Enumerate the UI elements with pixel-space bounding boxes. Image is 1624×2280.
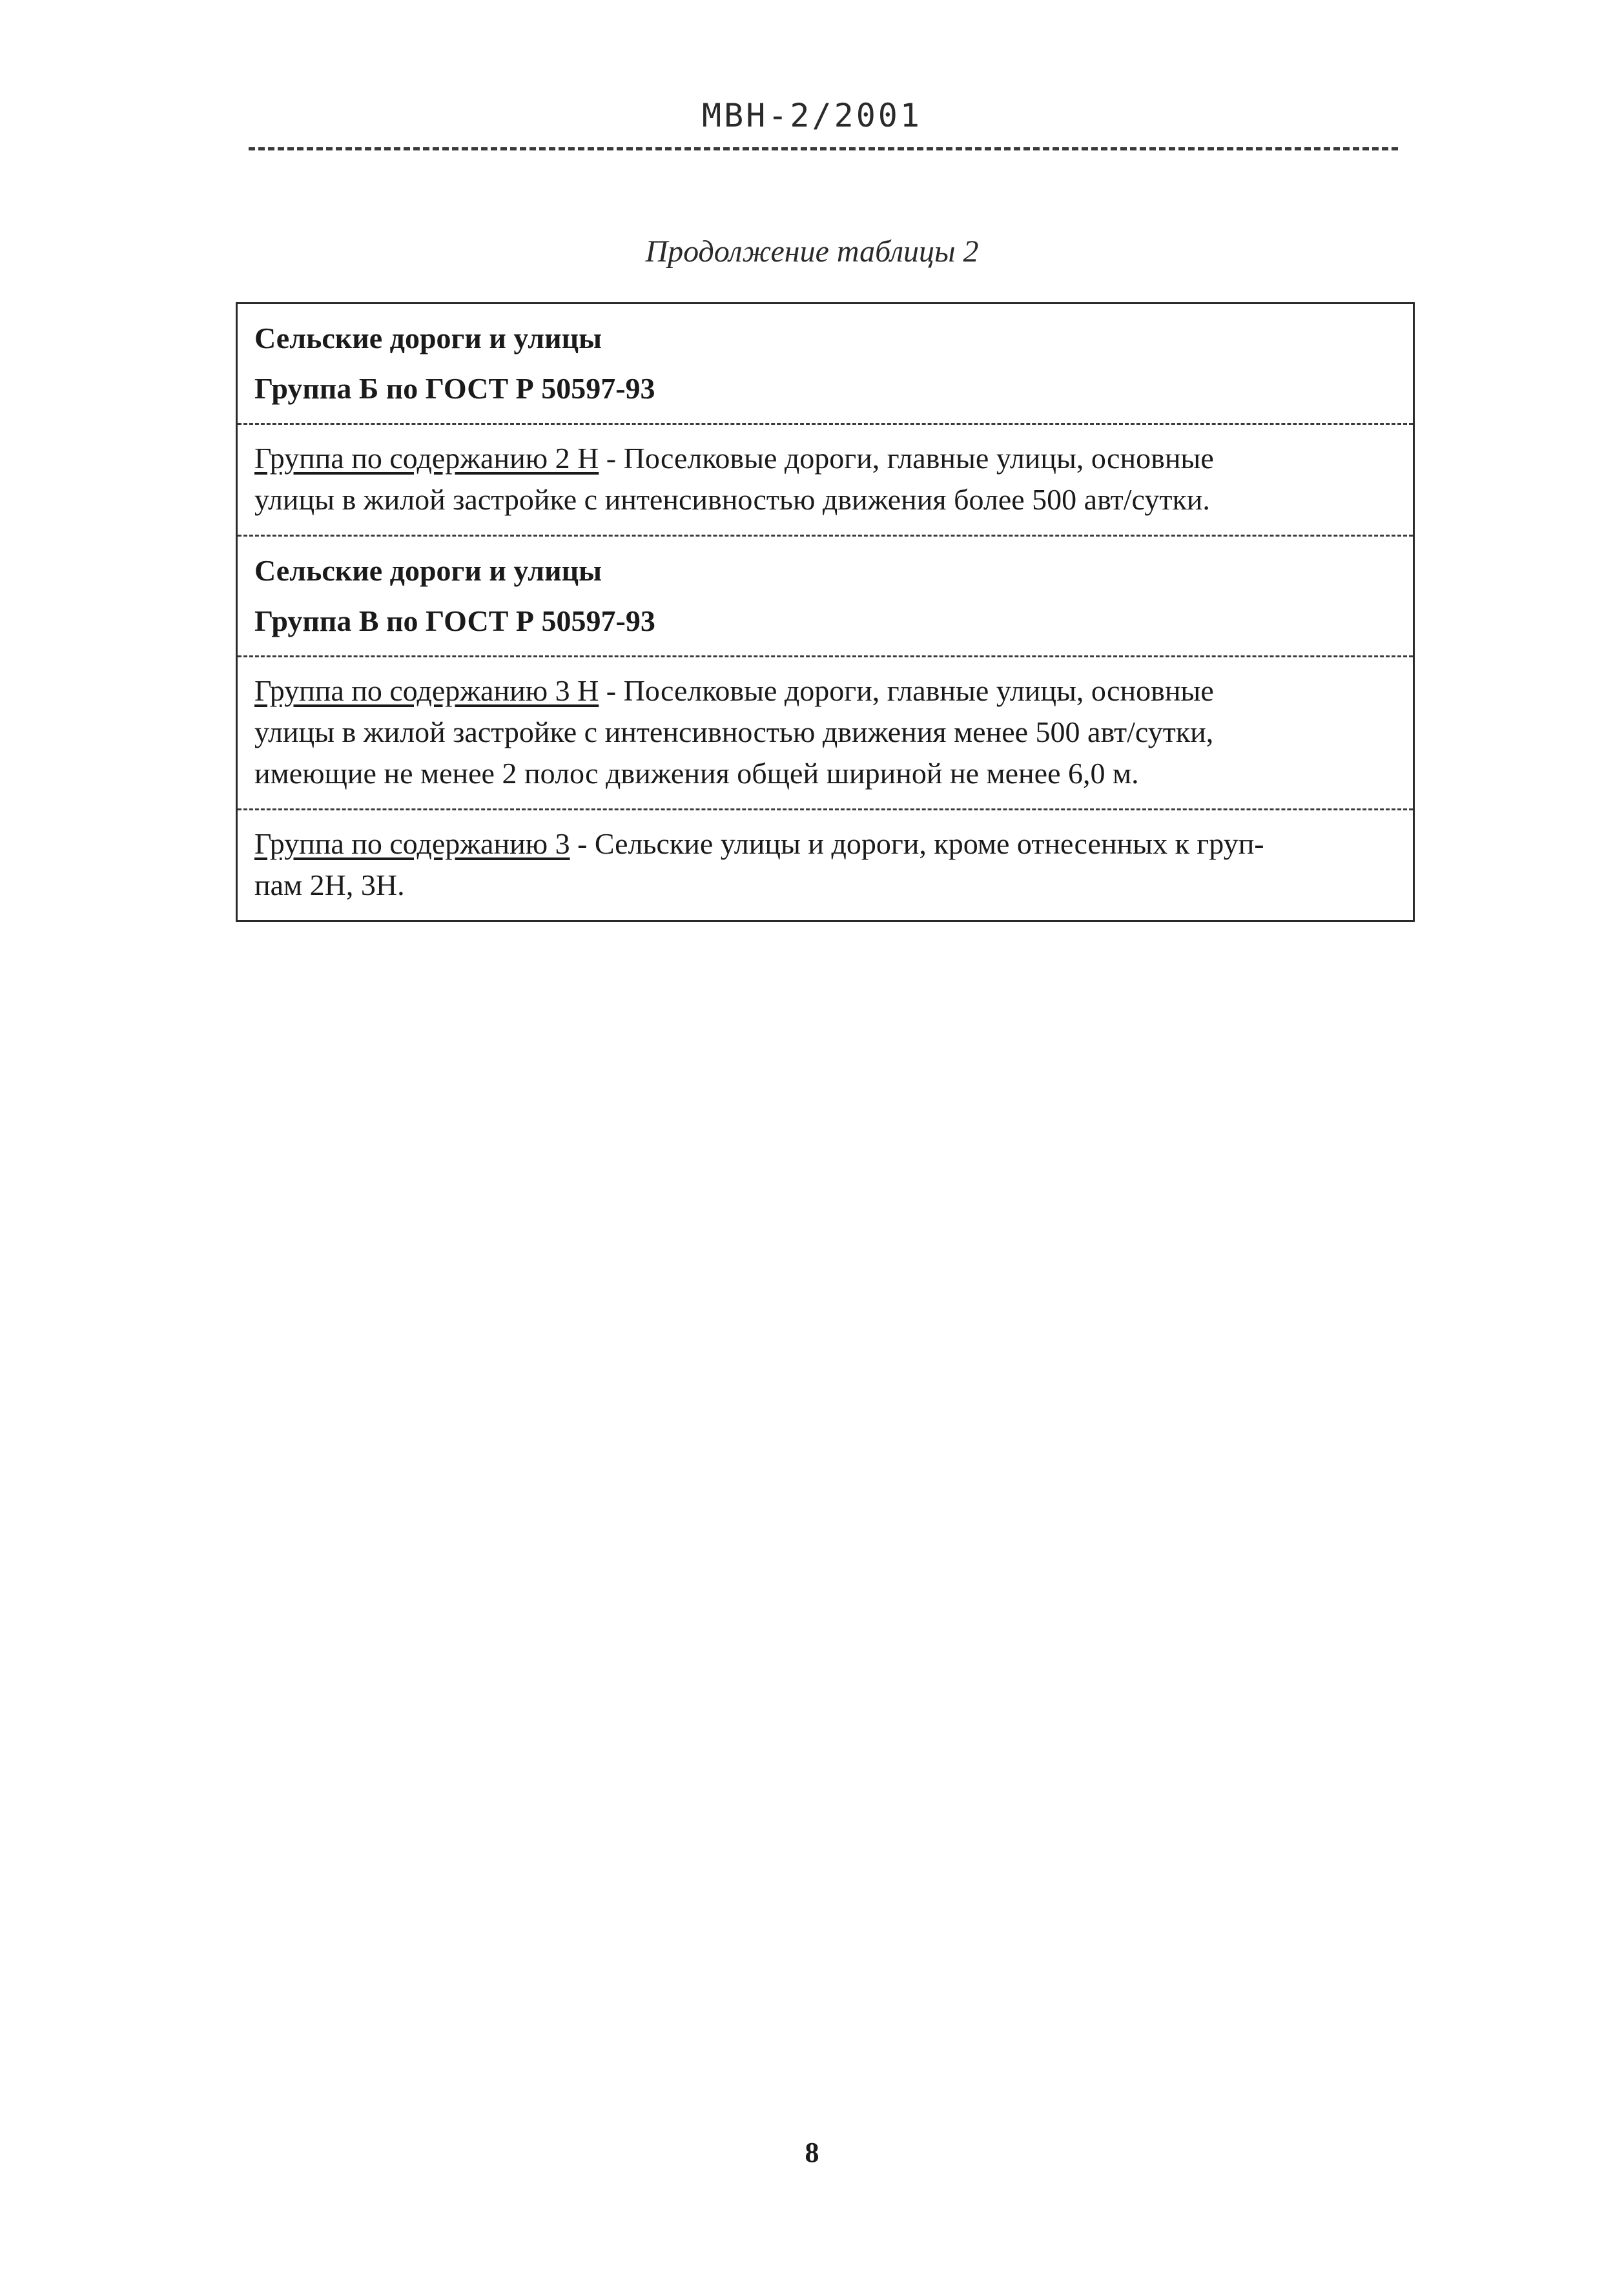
- maintenance-group-label: Группа по содержанию 3 Н: [254, 674, 599, 707]
- row-text: - Поселковые дороги, главные улицы, основные: [599, 442, 1214, 475]
- row-text: - Сельские улицы и дороги, кроме отнесенных к груп-: [570, 827, 1264, 860]
- row-text: имеющие не менее 2 полос движения общей шириной не менее 6,0 м.: [254, 757, 1139, 790]
- row-first-line: [254, 823, 1396, 865]
- row-text: улицы в жилой застройке с интенсивностью движения более 500 авт/сутки.: [254, 483, 1210, 516]
- category-gost-group: Группа В по ГОСТ Р 50597-93: [254, 604, 655, 637]
- standards-table: [236, 302, 1415, 922]
- category-title: Сельские дороги и улицы: [254, 554, 602, 587]
- table-row-category-b: [238, 304, 1413, 423]
- row-text: пам 2Н, 3Н.: [254, 868, 405, 901]
- table-caption: Продолжение таблицы 2: [645, 234, 979, 269]
- table-row-group-2n: [238, 423, 1413, 535]
- maintenance-group-label: Группа по содержанию 3: [254, 827, 570, 860]
- row-first-line: [254, 438, 1396, 479]
- page-number: 8: [805, 2137, 819, 2168]
- row-first-line: [254, 670, 1396, 712]
- table-row-category-v: [238, 535, 1413, 655]
- document-code: МВН-2/2001: [701, 97, 923, 134]
- category-gost-group: Группа Б по ГОСТ Р 50597-93: [254, 372, 655, 405]
- table-row-group-3: [238, 808, 1413, 920]
- row-text: улицы в жилой застройке с интенсивностью движения менее 500 авт/сутки,: [254, 715, 1214, 748]
- header-rule: [249, 147, 1398, 150]
- table-row-group-3n: [238, 655, 1413, 808]
- maintenance-group-label: Группа по содержанию 2 Н: [254, 442, 599, 475]
- row-text: - Поселковые дороги, главные улицы, основные: [599, 674, 1214, 707]
- category-title: Сельские дороги и улицы: [254, 322, 602, 354]
